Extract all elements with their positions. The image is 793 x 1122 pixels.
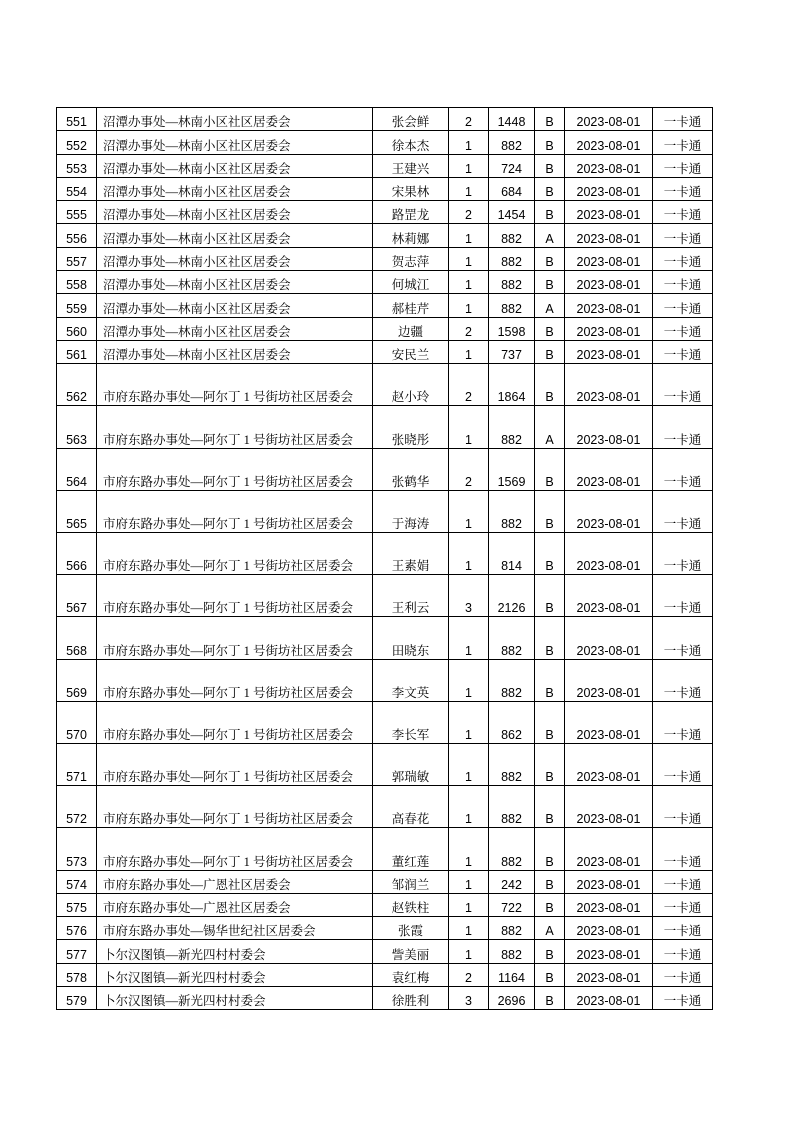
person-name-cell: 安民兰 bbox=[373, 340, 449, 363]
payment-method-cell: 一卡通 bbox=[653, 940, 713, 963]
household-count-cell: 3 bbox=[449, 575, 489, 617]
row-number: 563 bbox=[57, 406, 97, 448]
level-cell: B bbox=[535, 828, 565, 870]
person-name-cell: 边疆 bbox=[373, 317, 449, 340]
organization-cell: 沼潭办事处—林南小区社区居委会 bbox=[97, 294, 373, 317]
amount-cell: 862 bbox=[489, 701, 535, 743]
date-cell: 2023-08-01 bbox=[565, 177, 653, 200]
table-body bbox=[57, 108, 713, 1010]
payment-method-cell: 一卡通 bbox=[653, 743, 713, 785]
table-row bbox=[57, 406, 713, 448]
household-count-cell: 1 bbox=[449, 533, 489, 575]
row-number: 567 bbox=[57, 575, 97, 617]
person-name-cell: 赵小玲 bbox=[373, 364, 449, 406]
level-cell: B bbox=[535, 131, 565, 154]
table-row bbox=[57, 743, 713, 785]
date-cell: 2023-08-01 bbox=[565, 294, 653, 317]
row-number: 569 bbox=[57, 659, 97, 701]
household-count-cell: 1 bbox=[449, 224, 489, 247]
organization-cell: 市府东路办事处—阿尔丁 1 号街坊社区居委会 bbox=[97, 490, 373, 532]
date-cell: 2023-08-01 bbox=[565, 987, 653, 1010]
payment-method-cell: 一卡通 bbox=[653, 893, 713, 916]
payment-method-cell: 一卡通 bbox=[653, 201, 713, 224]
row-number: 559 bbox=[57, 294, 97, 317]
organization-cell: 市府东路办事处—阿尔丁 1 号街坊社区居委会 bbox=[97, 533, 373, 575]
date-cell: 2023-08-01 bbox=[565, 108, 653, 131]
table-row bbox=[57, 659, 713, 701]
date-cell: 2023-08-01 bbox=[565, 786, 653, 828]
organization-cell: 市府东路办事处—阿尔丁 1 号街坊社区居委会 bbox=[97, 786, 373, 828]
person-name-cell: 于海涛 bbox=[373, 490, 449, 532]
payment-method-cell: 一卡通 bbox=[653, 828, 713, 870]
row-number: 566 bbox=[57, 533, 97, 575]
row-number: 570 bbox=[57, 701, 97, 743]
level-cell: B bbox=[535, 448, 565, 490]
payment-method-cell: 一卡通 bbox=[653, 131, 713, 154]
date-cell: 2023-08-01 bbox=[565, 575, 653, 617]
payment-method-cell: 一卡通 bbox=[653, 701, 713, 743]
organization-cell: 市府东路办事处—阿尔丁 1 号街坊社区居委会 bbox=[97, 659, 373, 701]
table-row bbox=[57, 108, 713, 131]
payment-method-cell: 一卡通 bbox=[653, 490, 713, 532]
organization-cell: 市府东路办事处—锡华世纪社区居委会 bbox=[97, 917, 373, 940]
household-count-cell: 2 bbox=[449, 448, 489, 490]
row-number: 551 bbox=[57, 108, 97, 131]
amount-cell: 1864 bbox=[489, 364, 535, 406]
level-cell: B bbox=[535, 108, 565, 131]
amount-cell: 882 bbox=[489, 294, 535, 317]
person-name-cell: 张鹤华 bbox=[373, 448, 449, 490]
table-row bbox=[57, 940, 713, 963]
row-number: 565 bbox=[57, 490, 97, 532]
payment-method-cell: 一卡通 bbox=[653, 786, 713, 828]
date-cell: 2023-08-01 bbox=[565, 340, 653, 363]
payment-method-cell: 一卡通 bbox=[653, 108, 713, 131]
amount-cell: 684 bbox=[489, 177, 535, 200]
household-count-cell: 1 bbox=[449, 743, 489, 785]
household-count-cell: 2 bbox=[449, 108, 489, 131]
organization-cell: 沼潭办事处—林南小区社区居委会 bbox=[97, 131, 373, 154]
person-name-cell: 李长军 bbox=[373, 701, 449, 743]
amount-cell: 882 bbox=[489, 617, 535, 659]
household-count-cell: 1 bbox=[449, 294, 489, 317]
organization-cell: 市府东路办事处—阿尔丁 1 号街坊社区居委会 bbox=[97, 448, 373, 490]
amount-cell: 882 bbox=[489, 828, 535, 870]
household-count-cell: 1 bbox=[449, 271, 489, 294]
household-count-cell: 2 bbox=[449, 963, 489, 986]
table-row bbox=[57, 917, 713, 940]
amount-cell: 2696 bbox=[489, 987, 535, 1010]
amount-cell: 882 bbox=[489, 131, 535, 154]
row-number: 554 bbox=[57, 177, 97, 200]
level-cell: A bbox=[535, 917, 565, 940]
table-row bbox=[57, 177, 713, 200]
table-row bbox=[57, 987, 713, 1010]
level-cell: B bbox=[535, 963, 565, 986]
person-name-cell: 李文英 bbox=[373, 659, 449, 701]
household-count-cell: 2 bbox=[449, 201, 489, 224]
amount-cell: 882 bbox=[489, 940, 535, 963]
household-count-cell: 1 bbox=[449, 828, 489, 870]
organization-cell: 卜尔汉图镇—新光四村村委会 bbox=[97, 987, 373, 1010]
amount-cell: 242 bbox=[489, 870, 535, 893]
row-number: 571 bbox=[57, 743, 97, 785]
level-cell: A bbox=[535, 406, 565, 448]
person-name-cell: 张霞 bbox=[373, 917, 449, 940]
date-cell: 2023-08-01 bbox=[565, 247, 653, 270]
date-cell: 2023-08-01 bbox=[565, 963, 653, 986]
amount-cell: 882 bbox=[489, 271, 535, 294]
amount-cell: 722 bbox=[489, 893, 535, 916]
table-row bbox=[57, 870, 713, 893]
date-cell: 2023-08-01 bbox=[565, 131, 653, 154]
person-name-cell: 张晓彤 bbox=[373, 406, 449, 448]
date-cell: 2023-08-01 bbox=[565, 224, 653, 247]
person-name-cell: 徐本杰 bbox=[373, 131, 449, 154]
row-number: 572 bbox=[57, 786, 97, 828]
level-cell: B bbox=[535, 154, 565, 177]
amount-cell: 1598 bbox=[489, 317, 535, 340]
payment-method-cell: 一卡通 bbox=[653, 659, 713, 701]
table-row bbox=[57, 201, 713, 224]
date-cell: 2023-08-01 bbox=[565, 271, 653, 294]
payment-method-cell: 一卡通 bbox=[653, 340, 713, 363]
date-cell: 2023-08-01 bbox=[565, 154, 653, 177]
person-name-cell: 郝桂芹 bbox=[373, 294, 449, 317]
date-cell: 2023-08-01 bbox=[565, 201, 653, 224]
row-number: 561 bbox=[57, 340, 97, 363]
level-cell: B bbox=[535, 177, 565, 200]
table-row bbox=[57, 224, 713, 247]
household-count-cell: 3 bbox=[449, 987, 489, 1010]
level-cell: B bbox=[535, 786, 565, 828]
amount-cell: 1448 bbox=[489, 108, 535, 131]
date-cell: 2023-08-01 bbox=[565, 659, 653, 701]
person-name-cell: 林莉娜 bbox=[373, 224, 449, 247]
amount-cell: 882 bbox=[489, 224, 535, 247]
date-cell: 2023-08-01 bbox=[565, 701, 653, 743]
row-number: 557 bbox=[57, 247, 97, 270]
amount-cell: 882 bbox=[489, 917, 535, 940]
level-cell: B bbox=[535, 533, 565, 575]
household-count-cell: 1 bbox=[449, 940, 489, 963]
household-count-cell: 1 bbox=[449, 340, 489, 363]
payment-method-cell: 一卡通 bbox=[653, 247, 713, 270]
organization-cell: 市府东路办事处—阿尔丁 1 号街坊社区居委会 bbox=[97, 617, 373, 659]
amount-cell: 814 bbox=[489, 533, 535, 575]
level-cell: B bbox=[535, 701, 565, 743]
household-count-cell: 2 bbox=[449, 364, 489, 406]
household-count-cell: 2 bbox=[449, 317, 489, 340]
organization-cell: 市府东路办事处—阿尔丁 1 号街坊社区居委会 bbox=[97, 743, 373, 785]
level-cell: A bbox=[535, 294, 565, 317]
amount-cell: 882 bbox=[489, 247, 535, 270]
organization-cell: 沼潭办事处—林南小区社区居委会 bbox=[97, 247, 373, 270]
date-cell: 2023-08-01 bbox=[565, 917, 653, 940]
amount-cell: 882 bbox=[489, 743, 535, 785]
row-number: 576 bbox=[57, 917, 97, 940]
payment-method-cell: 一卡通 bbox=[653, 364, 713, 406]
payment-method-cell: 一卡通 bbox=[653, 448, 713, 490]
table-row bbox=[57, 701, 713, 743]
amount-cell: 737 bbox=[489, 340, 535, 363]
organization-cell: 沼潭办事处—林南小区社区居委会 bbox=[97, 317, 373, 340]
level-cell: B bbox=[535, 340, 565, 363]
amount-cell: 1164 bbox=[489, 963, 535, 986]
table-row bbox=[57, 271, 713, 294]
date-cell: 2023-08-01 bbox=[565, 533, 653, 575]
payment-method-cell: 一卡通 bbox=[653, 533, 713, 575]
table-row bbox=[57, 448, 713, 490]
person-name-cell: 王利云 bbox=[373, 575, 449, 617]
person-name-cell: 路罡龙 bbox=[373, 201, 449, 224]
level-cell: B bbox=[535, 490, 565, 532]
organization-cell: 市府东路办事处—广恩社区居委会 bbox=[97, 870, 373, 893]
row-number: 562 bbox=[57, 364, 97, 406]
table-row bbox=[57, 340, 713, 363]
date-cell: 2023-08-01 bbox=[565, 870, 653, 893]
date-cell: 2023-08-01 bbox=[565, 490, 653, 532]
level-cell: B bbox=[535, 271, 565, 294]
row-number: 556 bbox=[57, 224, 97, 247]
table-row bbox=[57, 786, 713, 828]
payment-method-cell: 一卡通 bbox=[653, 317, 713, 340]
organization-cell: 市府东路办事处—阿尔丁 1 号街坊社区居委会 bbox=[97, 406, 373, 448]
table-row bbox=[57, 154, 713, 177]
payment-method-cell: 一卡通 bbox=[653, 177, 713, 200]
row-number: 558 bbox=[57, 271, 97, 294]
table-row bbox=[57, 294, 713, 317]
amount-cell: 724 bbox=[489, 154, 535, 177]
organization-cell: 沼潭办事处—林南小区社区居委会 bbox=[97, 177, 373, 200]
table-row bbox=[57, 893, 713, 916]
level-cell: B bbox=[535, 575, 565, 617]
row-number: 555 bbox=[57, 201, 97, 224]
payment-method-cell: 一卡通 bbox=[653, 575, 713, 617]
household-count-cell: 1 bbox=[449, 131, 489, 154]
date-cell: 2023-08-01 bbox=[565, 617, 653, 659]
row-number: 560 bbox=[57, 317, 97, 340]
payment-method-cell: 一卡通 bbox=[653, 963, 713, 986]
date-cell: 2023-08-01 bbox=[565, 406, 653, 448]
organization-cell: 市府东路办事处—阿尔丁 1 号街坊社区居委会 bbox=[97, 575, 373, 617]
person-name-cell: 邹润兰 bbox=[373, 870, 449, 893]
row-number: 575 bbox=[57, 893, 97, 916]
row-number: 553 bbox=[57, 154, 97, 177]
table-row bbox=[57, 364, 713, 406]
table-row bbox=[57, 317, 713, 340]
payment-method-cell: 一卡通 bbox=[653, 294, 713, 317]
level-cell: B bbox=[535, 870, 565, 893]
level-cell: B bbox=[535, 659, 565, 701]
person-name-cell: 袁红梅 bbox=[373, 963, 449, 986]
roster-table bbox=[56, 107, 713, 1010]
date-cell: 2023-08-01 bbox=[565, 743, 653, 785]
payment-method-cell: 一卡通 bbox=[653, 271, 713, 294]
payment-method-cell: 一卡通 bbox=[653, 406, 713, 448]
person-name-cell: 张会鲜 bbox=[373, 108, 449, 131]
organization-cell: 沼潭办事处—林南小区社区居委会 bbox=[97, 154, 373, 177]
person-name-cell: 王素娟 bbox=[373, 533, 449, 575]
payment-method-cell: 一卡通 bbox=[653, 987, 713, 1010]
level-cell: B bbox=[535, 617, 565, 659]
organization-cell: 市府东路办事处—阿尔丁 1 号街坊社区居委会 bbox=[97, 364, 373, 406]
household-count-cell: 1 bbox=[449, 247, 489, 270]
household-count-cell: 1 bbox=[449, 893, 489, 916]
table-row bbox=[57, 533, 713, 575]
person-name-cell: 董红莲 bbox=[373, 828, 449, 870]
row-number: 568 bbox=[57, 617, 97, 659]
organization-cell: 市府东路办事处—阿尔丁 1 号街坊社区居委会 bbox=[97, 701, 373, 743]
table-row bbox=[57, 828, 713, 870]
table-row bbox=[57, 963, 713, 986]
household-count-cell: 1 bbox=[449, 617, 489, 659]
table-row bbox=[57, 490, 713, 532]
amount-cell: 882 bbox=[489, 406, 535, 448]
table-row bbox=[57, 131, 713, 154]
date-cell: 2023-08-01 bbox=[565, 940, 653, 963]
organization-cell: 市府东路办事处—广恩社区居委会 bbox=[97, 893, 373, 916]
organization-cell: 卜尔汉图镇—新光四村村委会 bbox=[97, 940, 373, 963]
payment-method-cell: 一卡通 bbox=[653, 917, 713, 940]
household-count-cell: 1 bbox=[449, 177, 489, 200]
organization-cell: 市府东路办事处—阿尔丁 1 号街坊社区居委会 bbox=[97, 828, 373, 870]
household-count-cell: 1 bbox=[449, 870, 489, 893]
level-cell: B bbox=[535, 247, 565, 270]
level-cell: B bbox=[535, 743, 565, 785]
organization-cell: 沼潭办事处—林南小区社区居委会 bbox=[97, 340, 373, 363]
amount-cell: 1454 bbox=[489, 201, 535, 224]
household-count-cell: 1 bbox=[449, 490, 489, 532]
person-name-cell: 田晓东 bbox=[373, 617, 449, 659]
organization-cell: 沼潭办事处—林南小区社区居委会 bbox=[97, 271, 373, 294]
level-cell: B bbox=[535, 893, 565, 916]
amount-cell: 882 bbox=[489, 490, 535, 532]
row-number: 577 bbox=[57, 940, 97, 963]
household-count-cell: 1 bbox=[449, 406, 489, 448]
payment-method-cell: 一卡通 bbox=[653, 617, 713, 659]
payment-method-cell: 一卡通 bbox=[653, 870, 713, 893]
row-number: 574 bbox=[57, 870, 97, 893]
household-count-cell: 1 bbox=[449, 701, 489, 743]
amount-cell: 1569 bbox=[489, 448, 535, 490]
date-cell: 2023-08-01 bbox=[565, 317, 653, 340]
level-cell: B bbox=[535, 317, 565, 340]
person-name-cell: 贺志萍 bbox=[373, 247, 449, 270]
person-name-cell: 王建兴 bbox=[373, 154, 449, 177]
table-row bbox=[57, 617, 713, 659]
organization-cell: 卜尔汉图镇—新光四村村委会 bbox=[97, 963, 373, 986]
person-name-cell: 高春花 bbox=[373, 786, 449, 828]
person-name-cell: 徐胜利 bbox=[373, 987, 449, 1010]
person-name-cell: 何城江 bbox=[373, 271, 449, 294]
household-count-cell: 1 bbox=[449, 659, 489, 701]
person-name-cell: 宋果林 bbox=[373, 177, 449, 200]
level-cell: B bbox=[535, 201, 565, 224]
organization-cell: 沼潭办事处—林南小区社区居委会 bbox=[97, 108, 373, 131]
level-cell: B bbox=[535, 940, 565, 963]
organization-cell: 沼潭办事处—林南小区社区居委会 bbox=[97, 201, 373, 224]
row-number: 579 bbox=[57, 987, 97, 1010]
level-cell: B bbox=[535, 987, 565, 1010]
household-count-cell: 1 bbox=[449, 786, 489, 828]
household-count-cell: 1 bbox=[449, 917, 489, 940]
row-number: 573 bbox=[57, 828, 97, 870]
row-number: 578 bbox=[57, 963, 97, 986]
payment-method-cell: 一卡通 bbox=[653, 154, 713, 177]
level-cell: A bbox=[535, 224, 565, 247]
amount-cell: 882 bbox=[489, 786, 535, 828]
row-number: 552 bbox=[57, 131, 97, 154]
date-cell: 2023-08-01 bbox=[565, 448, 653, 490]
date-cell: 2023-08-01 bbox=[565, 364, 653, 406]
organization-cell: 沼潭办事处—林南小区社区居委会 bbox=[97, 224, 373, 247]
row-number: 564 bbox=[57, 448, 97, 490]
person-name-cell: 郭瑞敏 bbox=[373, 743, 449, 785]
person-name-cell: 赵铁柱 bbox=[373, 893, 449, 916]
table-row bbox=[57, 247, 713, 270]
person-name-cell: 訾美丽 bbox=[373, 940, 449, 963]
household-count-cell: 1 bbox=[449, 154, 489, 177]
date-cell: 2023-08-01 bbox=[565, 893, 653, 916]
payment-method-cell: 一卡通 bbox=[653, 224, 713, 247]
level-cell: B bbox=[535, 364, 565, 406]
table-row bbox=[57, 575, 713, 617]
amount-cell: 2126 bbox=[489, 575, 535, 617]
date-cell: 2023-08-01 bbox=[565, 828, 653, 870]
amount-cell: 882 bbox=[489, 659, 535, 701]
